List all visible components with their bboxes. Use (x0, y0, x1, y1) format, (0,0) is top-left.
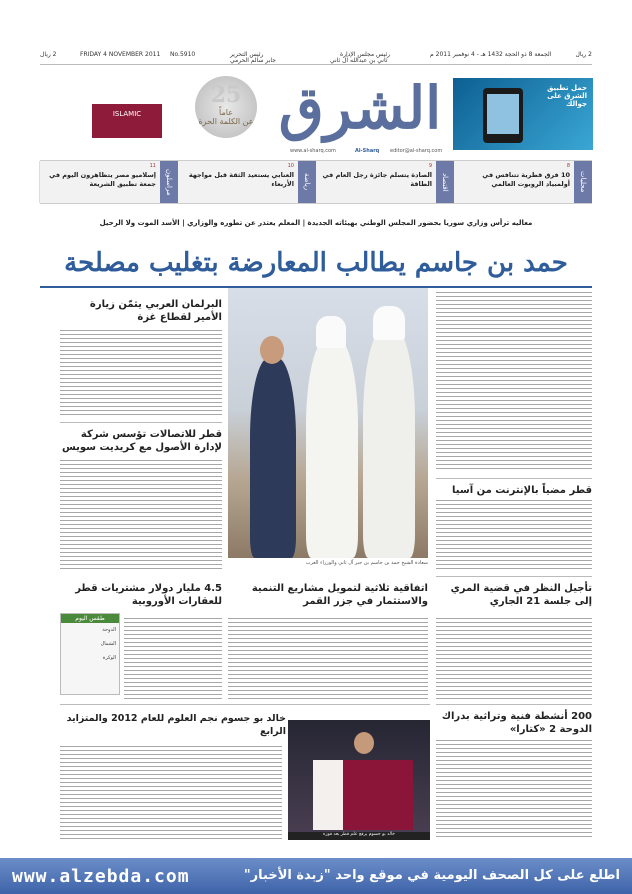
person-suit (250, 358, 296, 558)
islamic-bank-ad[interactable] (92, 104, 162, 138)
kicker: معاليه ترأس وزاري سوريا بحضور المجلس الوطني بهيئاته الجديدة | المعلم يعتذر عن تطوره والوزاري | الأسد الموت ولا الرحيل (99, 219, 533, 227)
main-story-text (436, 292, 592, 472)
story-text (228, 618, 428, 700)
editor-label: رئيس التحرير (230, 51, 264, 58)
story-title[interactable]: 200 أنشطة فنية وتراثية بدراك الدوحة 2 «كتارا» (441, 711, 592, 735)
story-text (436, 618, 592, 700)
divider (40, 64, 592, 65)
newspaper-logo[interactable]: الشرق (278, 74, 442, 142)
weather-row: الشمال (100, 641, 116, 647)
weather-row: الوكرة (102, 655, 116, 661)
islamic-label: ISLAMIC (112, 110, 142, 118)
phone-screen (487, 94, 519, 134)
teaser-page: 8 (566, 163, 570, 169)
story-title[interactable]: قطر للاتصالات تؤسس شركة لإدارة الأصول مع كريديت سويس (62, 429, 222, 453)
flag-photo[interactable] (288, 720, 430, 840)
price-right: 2 ريال (575, 51, 592, 58)
teaser-text: 10 فرق قطرية تتنافس في أولمبياد الروبوت العالمي (482, 171, 570, 188)
story-text (60, 330, 222, 418)
brand-en: Al-Sharq (355, 148, 380, 154)
contact-bar (40, 148, 592, 158)
masthead (40, 68, 592, 156)
story-title[interactable]: قطر مضياً بالإنترنت من آسيا (452, 485, 592, 496)
anniversary-number: 25 (210, 82, 242, 108)
divider (436, 576, 592, 577)
story-text (436, 500, 592, 572)
top-bar (40, 48, 592, 62)
anniversary-badge (195, 76, 257, 138)
website[interactable]: www.al-sharq.com (290, 148, 336, 154)
divider (60, 422, 222, 423)
editor-name: جابر سالم الحرمي (230, 57, 276, 64)
person-face (354, 732, 374, 754)
footer-banner[interactable] (0, 858, 632, 894)
teaser-tag: رياضة (298, 161, 316, 203)
teaser-tag: مراسلون (160, 161, 178, 203)
teaser-bar (40, 160, 592, 204)
issue-en: No.5910 (170, 51, 196, 58)
story-title[interactable]: 4.5 مليار دولار مشتريات قطر للعقارات الأوروبية (75, 583, 222, 607)
anniversary-text: عن الكلمة الحرة (198, 117, 254, 126)
date-ar: الجمعة 8 ذو الحجة 1432 هـ - 4 نوفمبر 2011 م (430, 51, 552, 58)
teaser-1[interactable] (454, 161, 592, 203)
story-title[interactable]: خالد بو جسوم نجم العلوم للعام 2012 والمتزايد الرابع (66, 713, 286, 737)
teaser-page: 11 (149, 163, 156, 169)
teaser-tag: اقتصاد (436, 161, 454, 203)
teaser-3[interactable] (177, 161, 316, 203)
date-en: FRIDAY 4 NOVEMBER 2011 (80, 51, 161, 58)
weather-box[interactable] (60, 613, 120, 695)
story-text (124, 618, 222, 700)
story-text (60, 746, 282, 840)
divider (60, 704, 430, 705)
teaser-page: 10 (287, 163, 294, 169)
teaser-tag: محليات (574, 161, 592, 203)
footer-slogan: اطلع على كل الصحف اليومية في موقع واحد "زبدة الأخبار" (243, 868, 620, 883)
founder-label: رئيس مجلس الإدارة (340, 51, 391, 58)
person-head (260, 336, 284, 364)
story-title[interactable]: تأجيل النظر في قضية المري إلى جلسة 21 الجاري (450, 583, 592, 607)
person-thobe (363, 328, 415, 558)
anniversary-label: عاماً (219, 108, 233, 117)
main-headline[interactable]: حمد بن جاسم يطالب المعارضة بتغليب مصلحة (64, 248, 568, 278)
weather-row: الدوحة (102, 627, 116, 633)
teaser-2[interactable] (315, 161, 454, 203)
divider (436, 478, 592, 479)
photo-caption: سعادة الشيخ حمد بن جاسم بن جبر آل ثاني والوزراء العرب (305, 560, 428, 566)
story-title[interactable]: البرلمان العربي يثمّن زيارة الأمير لقطاع غزة (89, 299, 222, 323)
ad-text: حمل تطبيق الشرق على جوالك (547, 84, 587, 108)
story-text (60, 460, 222, 570)
person-ghutra (373, 306, 405, 340)
email[interactable]: editor@al-sharq.com (390, 148, 443, 154)
app-ad[interactable] (453, 78, 593, 150)
main-photo[interactable] (228, 288, 428, 558)
qatar-flag-white (313, 760, 343, 830)
footer-url[interactable]: www.alzebda.com (12, 866, 190, 887)
divider (436, 704, 592, 705)
story-title[interactable]: اتفاقية ثلاثية لتمويل مشاريع التنمية والاستثمار في جزر القمر (251, 583, 428, 607)
teaser-text: العنابي يستعيد الثقة قبل مواجهة الأربعاء (188, 171, 294, 188)
person-ghutra (316, 316, 346, 348)
founder-name: ثاني بن عبدالله آل ثاني (330, 57, 388, 64)
person-thobe (306, 338, 358, 558)
teaser-4[interactable] (39, 161, 178, 203)
teaser-page: 9 (428, 163, 432, 169)
teaser-text: الصادة يتسلم جائزة رجل العام في الطاقة (322, 171, 432, 188)
weather-title: طقس اليوم (61, 614, 119, 623)
price-left: 2 ريال (40, 51, 57, 58)
photo-caption: خالد بو جسوم يرفع علم قطر بعد فوزه (288, 832, 430, 840)
story-text (436, 740, 592, 840)
teaser-text: إسلاميو مصر يتظاهرون اليوم في جمعة تطبيق الشريعة (49, 171, 156, 188)
